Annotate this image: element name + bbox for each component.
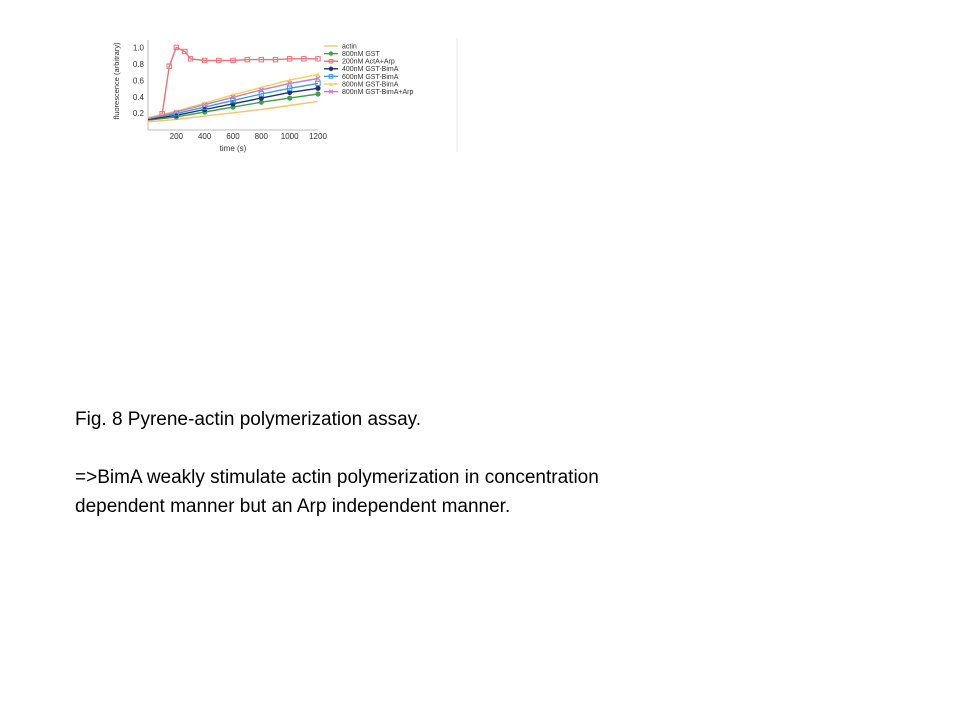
x-tick-labels — [170, 132, 328, 141]
y-tick-label: 0.6 — [132, 76, 144, 86]
x-tick-label: 1000 — [280, 132, 299, 141]
y-tick-label: 0.8 — [132, 60, 144, 70]
caption-line-1: =>BimA weakly stimulate actin polymerization in concentration — [75, 467, 599, 488]
x-tick-label: 1200 — [309, 132, 327, 141]
data-point-800nm-gst — [316, 92, 320, 96]
chart-legend — [324, 43, 413, 96]
caption-line-2: dependent manner but an Arp independent manner. — [75, 496, 511, 517]
legend-marker — [329, 52, 333, 56]
legend-entry: 800nM GST-BimA+Arp — [342, 89, 414, 96]
x-axis-label: time (s) — [219, 144, 247, 153]
y-tick-label: 1.0 — [132, 43, 144, 53]
x-tick-label: 600 — [226, 132, 240, 141]
y-tick-label: 0.4 — [132, 92, 144, 102]
fluorescence-time-chart — [100, 36, 460, 156]
x-tick-label: 400 — [197, 132, 212, 141]
legend-entry: 400nM GST-BimA — [342, 66, 399, 74]
data-point-400nm-gst-bima — [316, 86, 320, 90]
legend-marker — [329, 67, 333, 71]
figure-caption — [75, 405, 895, 521]
data-point-800nm-gst — [287, 96, 291, 100]
y-tick-labels — [133, 44, 145, 118]
y-axis-label: fluorescence (arbitrary) — [112, 42, 121, 120]
caption-title: Fig. 8 Pyrene-actin polymerization assay. — [75, 409, 422, 430]
legend-entry: 800nM GST-BimA — [342, 81, 399, 89]
legend-entry: 200nM ActA+Arp — [342, 58, 395, 66]
y-tick-label: 0.2 — [132, 109, 144, 119]
legend-entry: 800nM GST — [342, 51, 380, 58]
x-tick-label: 200 — [169, 132, 184, 141]
x-tick-label: 800 — [254, 132, 269, 141]
caption-spacer — [75, 434, 895, 463]
legend-entry: actin — [342, 43, 357, 51]
legend-entry: 600nM GST-BimA — [342, 73, 399, 81]
